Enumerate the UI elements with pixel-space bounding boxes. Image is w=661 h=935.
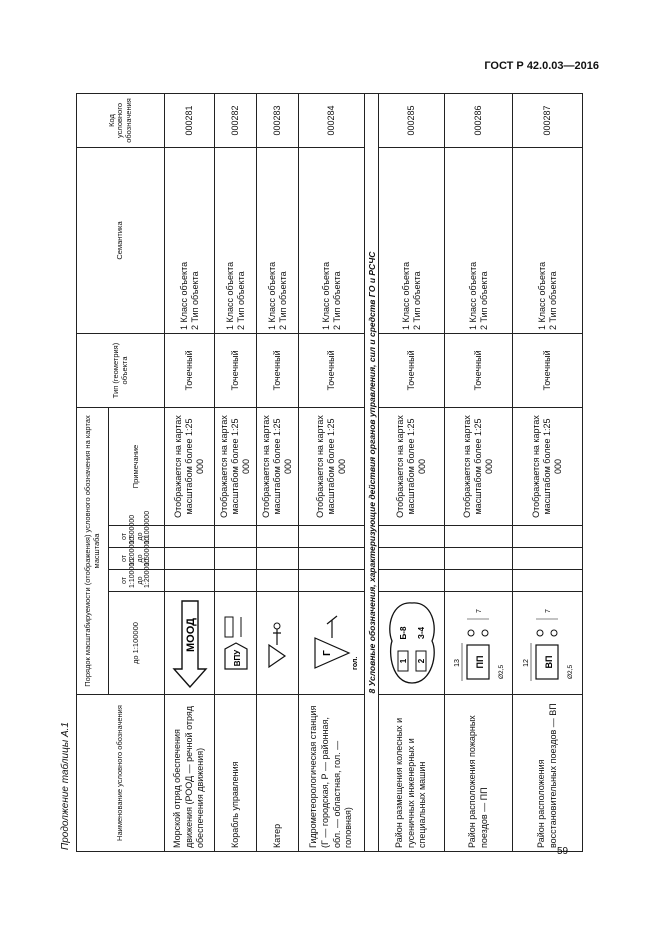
table-row bbox=[379, 93, 445, 851]
recovery-train-icon bbox=[518, 593, 578, 693]
table-row bbox=[257, 93, 299, 851]
row-note: Отображается на картах масштабом более 1:25 000 bbox=[215, 407, 257, 525]
mood-arrow-icon bbox=[170, 595, 210, 691]
col-scale3-header: от 1:200000 до 1:500000 bbox=[109, 548, 165, 570]
row-semantics: 1 Класс объекта 2 Тип объекта bbox=[513, 147, 583, 333]
symbol-cell bbox=[299, 592, 365, 695]
row-code: 000287 bbox=[513, 93, 583, 147]
svg-text:2: 2 bbox=[416, 658, 426, 664]
row-type: Точечный bbox=[257, 333, 299, 407]
row-note: Отображается на картах масштабом более 1:25 000 bbox=[379, 407, 445, 525]
col-order-header: Порядок масштабируемости (отображения) условного обозначения на картах масштаба bbox=[77, 407, 109, 694]
svg-text:12: 12 bbox=[522, 659, 530, 667]
symbol-cell bbox=[445, 592, 513, 695]
row-code: 000283 bbox=[257, 93, 299, 147]
svg-text:гол.: гол. bbox=[351, 656, 359, 670]
row-type: Точечный bbox=[513, 333, 583, 407]
row-code: 000284 bbox=[299, 93, 365, 147]
svg-text:Б-8: Б-8 bbox=[398, 626, 408, 640]
symbol-cell bbox=[215, 592, 257, 695]
row-name: Корабль управления bbox=[215, 695, 257, 852]
row-name: Гидрометеорологическая станция (Г — городская, Р — районная, обл. — областная, гол. — головная) bbox=[299, 695, 365, 852]
symbol-cell bbox=[165, 592, 215, 695]
table-caption: Продолжение таблицы А.1 bbox=[60, 722, 71, 850]
row-semantics: 1 Класс объекта 2 Тип объекта bbox=[299, 147, 365, 333]
col-name-header: Наименование условного обозначения bbox=[77, 695, 165, 852]
row-name: Район расположения пожарных поездов — ПП bbox=[445, 695, 513, 852]
row-name: Катер bbox=[257, 695, 299, 852]
svg-text:ВП: ВП bbox=[543, 655, 554, 669]
svg-text:1: 1 bbox=[398, 658, 408, 664]
table-row bbox=[215, 93, 257, 851]
row-type: Точечный bbox=[165, 333, 215, 407]
rotated-content bbox=[60, 94, 596, 852]
row-semantics: 1 Класс объекта 2 Тип объекта bbox=[165, 147, 215, 333]
row-type: Точечный bbox=[379, 333, 445, 407]
row-code: 000285 bbox=[379, 93, 445, 147]
table-row bbox=[445, 93, 513, 851]
svg-text:ПП: ПП bbox=[474, 655, 485, 669]
col-semantics-header: Семантика bbox=[77, 147, 165, 333]
svg-text:Г: Г bbox=[321, 650, 333, 656]
col-code-header: Код условного обозначения bbox=[77, 93, 165, 147]
svg-text:Ø2,5: Ø2,5 bbox=[497, 664, 505, 679]
control-ship-icon bbox=[219, 613, 253, 673]
rotated-table-area bbox=[60, 94, 596, 852]
row-name: Район размещения колесных и гусеничных инженерных и специальных машин bbox=[379, 695, 445, 852]
table-row bbox=[513, 93, 583, 851]
table-row bbox=[165, 93, 215, 851]
symbols-table bbox=[76, 93, 583, 852]
row-semantics: 1 Класс объекта 2 Тип объекта bbox=[257, 147, 299, 333]
col-note-header: Примечание bbox=[109, 407, 165, 525]
page-number: 59 bbox=[557, 846, 569, 857]
svg-text:МООД: МООД bbox=[184, 618, 197, 652]
section-row bbox=[365, 93, 379, 851]
row-note: Отображается на картах масштабом более 1:25 000 bbox=[513, 407, 583, 525]
table-row bbox=[299, 93, 365, 851]
row-code: 000281 bbox=[165, 93, 215, 147]
svg-text:13: 13 bbox=[453, 659, 461, 667]
row-note: Отображается на картах масштабом более 1:25 000 bbox=[445, 407, 513, 525]
row-semantics: 1 Класс объекта 2 Тип объекта bbox=[379, 147, 445, 333]
row-note: Отображается на картах масштабом более 1:25 000 bbox=[299, 407, 365, 525]
row-type: Точечный bbox=[445, 333, 513, 407]
symbol-cell bbox=[513, 592, 583, 695]
standard-header: ГОСТ Р 42.0.03—2016 bbox=[484, 60, 599, 72]
svg-text:7: 7 bbox=[544, 609, 552, 613]
row-code: 000282 bbox=[215, 93, 257, 147]
symbol-cell bbox=[257, 592, 299, 695]
row-type: Точечный bbox=[215, 333, 257, 407]
svg-text:ВПУ: ВПУ bbox=[232, 649, 242, 667]
machines-area-icon bbox=[384, 593, 440, 693]
row-semantics: 1 Класс объекта 2 Тип объекта bbox=[215, 147, 257, 333]
row-name: Район расположения восстановительных поездов — ВП bbox=[513, 695, 583, 852]
svg-text:З-4: З-4 bbox=[416, 626, 426, 640]
row-type: Точечный bbox=[299, 333, 365, 407]
boat-icon bbox=[261, 613, 295, 673]
col-type-header: Тип (геометрия) объекта bbox=[77, 333, 165, 407]
row-code: 000286 bbox=[445, 93, 513, 147]
symbol-cell bbox=[379, 592, 445, 695]
col-scale4-header: от 1:500000 до 1:1000000 bbox=[109, 526, 165, 548]
row-semantics: 1 Класс объекта 2 Тип объекта bbox=[445, 147, 513, 333]
svg-text:Ø2,5: Ø2,5 bbox=[566, 664, 574, 679]
weather-station-icon bbox=[305, 608, 359, 678]
row-name: Морской отряд обеспечения движения (РООД — речной отряд обеспечения движения) bbox=[165, 695, 215, 852]
col-scale1-header: до 1:100000 bbox=[109, 592, 165, 695]
row-note: Отображается на картах масштабом более 1:25 000 bbox=[165, 407, 215, 525]
svg-text:7: 7 bbox=[475, 609, 483, 613]
section-title: 8 Условные обозначения, характеризующие действия органов управления, сил и средств ГО и РСЧС bbox=[365, 93, 379, 851]
col-scale2-header: от 1:100000 до 1:200000 bbox=[109, 570, 165, 592]
row-note: Отображается на картах масштабом более 1:25 000 bbox=[257, 407, 299, 525]
fire-train-icon bbox=[449, 593, 509, 693]
